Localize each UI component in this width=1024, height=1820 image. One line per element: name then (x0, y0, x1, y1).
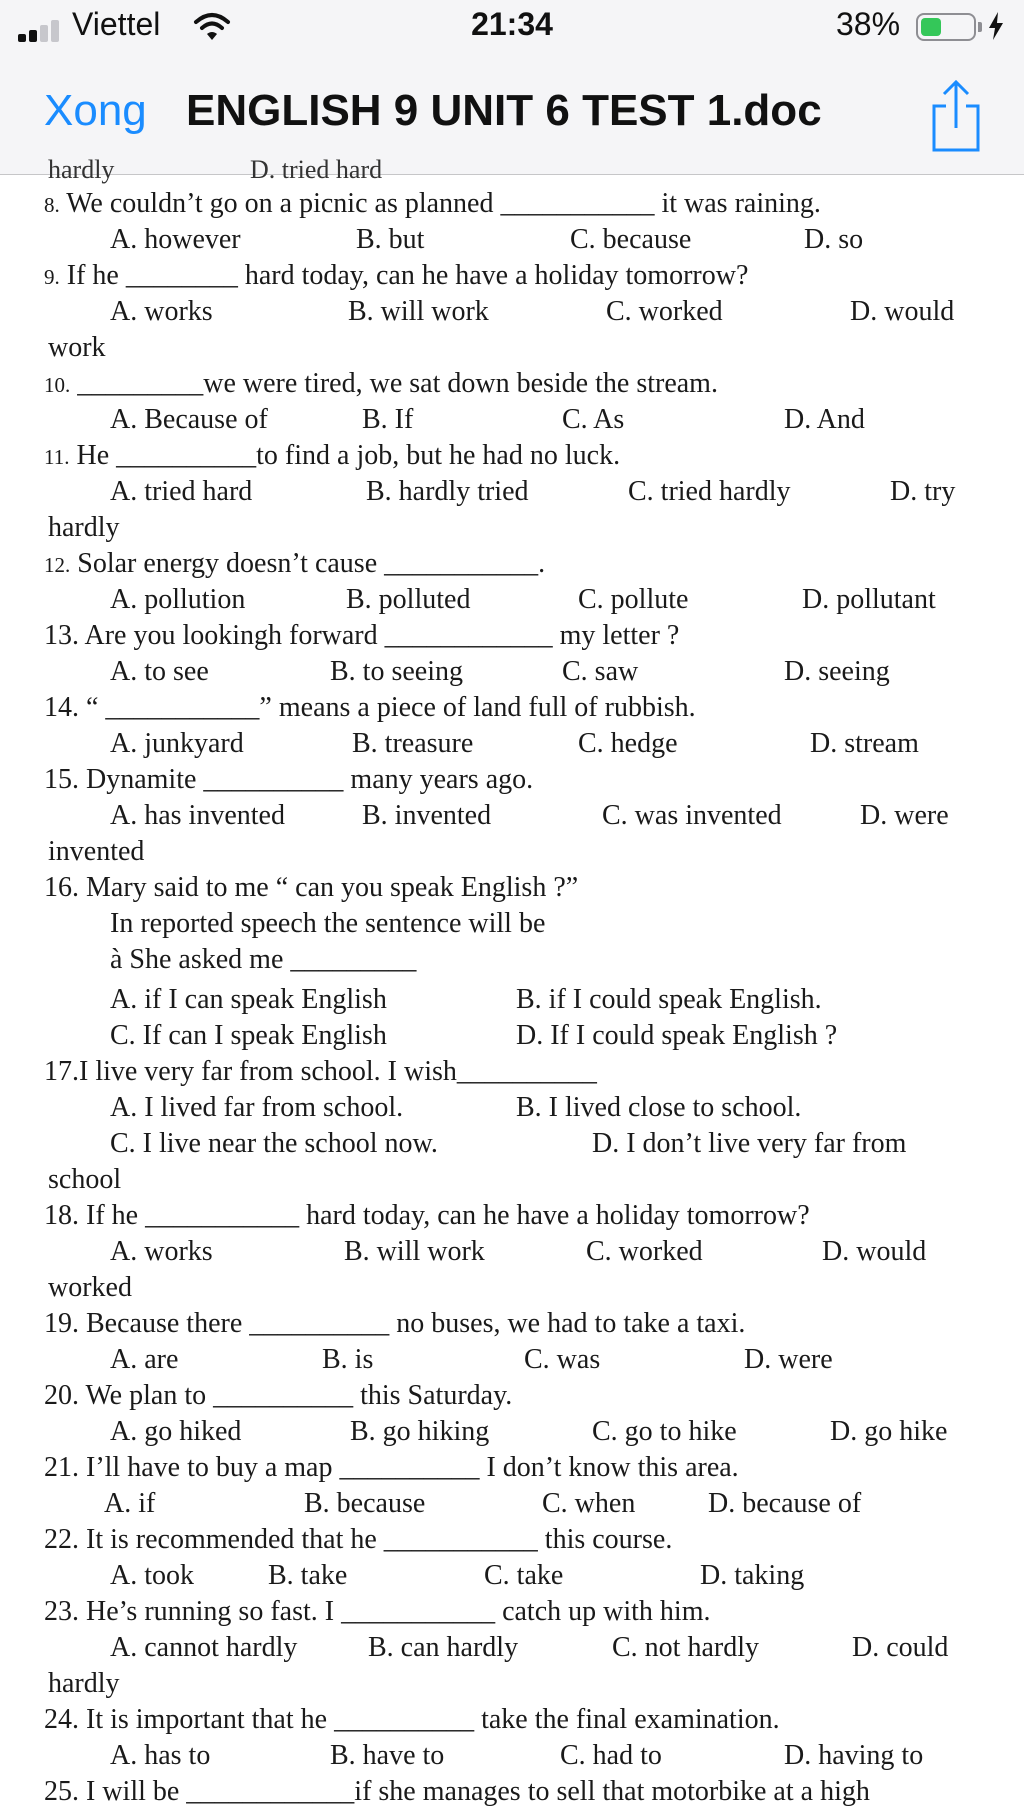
option-b: B. will work (348, 296, 489, 327)
option-a: A. has to (110, 1740, 211, 1771)
option-c: C. because (570, 224, 692, 255)
question-19: 19. Because there __________ no buses, we had to take a taxi. (44, 1308, 746, 1339)
option-b: B. go hiking (350, 1416, 490, 1447)
battery-terminal (978, 22, 982, 32)
option-d: D. would (822, 1236, 927, 1267)
option-b: B. polluted (346, 584, 471, 615)
option-c: C. worked (586, 1236, 703, 1267)
question-21: 21. I’ll have to buy a map __________ I don’t know this area. (44, 1452, 739, 1483)
option-a: A. Because of (110, 404, 268, 435)
document-content[interactable] (0, 155, 1024, 1820)
question-12: 12. Solar energy doesn’t cause ___________. (44, 548, 546, 579)
question-11: 11. He __________to find a job, but he had no luck. (44, 440, 621, 471)
option-d-wrap: worked (48, 1272, 132, 1303)
document-title: ENGLISH 9 UNIT 6 TEST 1.doc (186, 86, 822, 135)
option-c: C. As (562, 404, 625, 435)
option-d: D. because of (708, 1488, 862, 1519)
previous-line-fragment: D. tried hard (250, 155, 383, 184)
previous-line-fragment: hardly (48, 155, 115, 184)
option-a: A. if (104, 1488, 156, 1519)
option-b: B. will work (344, 1236, 485, 1267)
option-d-wrap: work (48, 332, 106, 363)
clock: 21:34 (471, 6, 553, 42)
option-d: D. so (804, 224, 864, 255)
option-a: A. to see (110, 656, 209, 687)
option-a: A. I lived far from school. (110, 1092, 404, 1123)
option-d: D. taking (700, 1560, 805, 1591)
option-a: A. go hiked (110, 1416, 242, 1447)
option-c: C. I live near the school now. (110, 1128, 438, 1159)
status-bar (0, 0, 1024, 56)
question-18: 18. If he ___________ hard today, can he have a holiday tomorrow? (44, 1200, 810, 1231)
option-d-wrap: invented (48, 836, 145, 867)
option-a: A. took (110, 1560, 194, 1591)
option-a: A. works (110, 1236, 213, 1267)
question-8: 8. We couldn’t go on a picnic as planned ___________ it was raining. (44, 188, 821, 219)
option-d-wrap: hardly (48, 1668, 120, 1699)
question-14: 14. “ ___________” means a piece of land full of rubbish. (44, 692, 696, 723)
option-b: B. can hardly (368, 1632, 519, 1663)
question-10: 10. _________we were tired, we sat down beside the stream. (44, 368, 718, 399)
option-b: B. is (322, 1344, 374, 1375)
option-d: D. pollutant (802, 584, 936, 615)
battery-percentage: 38% (836, 6, 901, 42)
option-a: A. are (110, 1344, 179, 1375)
option-b: B. If (362, 404, 414, 435)
option-d: D. were (860, 800, 949, 831)
option-d: D. having to (784, 1740, 924, 1771)
option-a: A. junkyard (110, 728, 244, 759)
option-c: C. worked (606, 296, 723, 327)
option-d: D. would (850, 296, 955, 327)
question-16-prompt: à She asked me _________ (110, 944, 417, 975)
done-button[interactable]: Xong (44, 86, 147, 135)
option-a: A. tried hard (110, 476, 253, 507)
question-16-instruction: In reported speech the sentence will be (110, 908, 546, 939)
battery-icon (916, 13, 976, 41)
option-b: B. have to (330, 1740, 445, 1771)
option-b: B. hardly tried (366, 476, 529, 507)
question-15: 15. Dynamite __________ many years ago. (44, 764, 534, 795)
option-b: B. take (268, 1560, 348, 1591)
option-c: C. go to hike (592, 1416, 737, 1447)
question-13: 13. Are you lookingh forward ____________ my letter ? (44, 620, 680, 651)
option-d: D. go hike (830, 1416, 948, 1447)
option-d: D. seeing (784, 656, 890, 687)
option-d: D. were (744, 1344, 833, 1375)
option-c: C. saw (562, 656, 639, 687)
option-c: C. tried hardly (628, 476, 791, 507)
option-c: C. was (524, 1344, 601, 1375)
option-d-wrap: hardly (48, 512, 120, 543)
option-a: A. cannot hardly (110, 1632, 298, 1663)
question-17: 17.I live very far from school. I wish__________ (44, 1056, 597, 1087)
option-d-wrap: school (48, 1164, 122, 1195)
option-b: B. but (356, 224, 425, 255)
option-c: C. hedge (578, 728, 678, 759)
option-a: A. works (110, 296, 213, 327)
option-d: D. I don’t live very far from (592, 1128, 907, 1159)
option-b: B. invented (362, 800, 492, 831)
option-c: C. not hardly (612, 1632, 759, 1663)
option-c: C. had to (560, 1740, 662, 1771)
question-9: 9. If he ________ hard today, can he have a holiday tomorrow? (44, 260, 749, 291)
option-c: C. If can I speak English (110, 1020, 387, 1051)
question-22: 22. It is recommended that he ___________ this course. (44, 1524, 673, 1555)
carrier-name: Viettel (72, 6, 161, 42)
option-d: D. try (890, 476, 956, 507)
navigation-bar (0, 56, 1024, 175)
option-b: B. treasure (352, 728, 474, 759)
option-c: C. pollute (578, 584, 689, 615)
option-b: B. to seeing (330, 656, 463, 687)
option-c: C. when (542, 1488, 636, 1519)
option-b: B. because (304, 1488, 426, 1519)
option-a: A. however (110, 224, 241, 255)
question-24: 24. It is important that he __________ take the final examination. (44, 1704, 780, 1735)
question-16: 16. Mary said to me “ can you speak English ?” (44, 872, 579, 903)
option-a: A. if I can speak English (110, 984, 387, 1015)
option-a: A. has invented (110, 800, 285, 831)
option-d: D. could (852, 1632, 949, 1663)
option-d: D. And (784, 404, 865, 435)
option-c: C. was invented (602, 800, 782, 831)
question-25: 25. I will be ____________if she manages to sell that motorbike at a high (44, 1776, 870, 1807)
option-b: B. if I could speak English. (516, 984, 822, 1015)
option-d: D. stream (810, 728, 919, 759)
share-icon[interactable] (926, 76, 986, 156)
option-a: A. pollution (110, 584, 246, 615)
question-20: 20. We plan to __________ this Saturday. (44, 1380, 513, 1411)
option-b: B. I lived close to school. (516, 1092, 802, 1123)
charging-bolt-icon (988, 12, 1004, 40)
question-23: 23. He’s running so fast. I ___________ catch up with him. (44, 1596, 711, 1627)
option-d: D. If I could speak English ? (516, 1020, 838, 1051)
option-c: C. take (484, 1560, 564, 1591)
